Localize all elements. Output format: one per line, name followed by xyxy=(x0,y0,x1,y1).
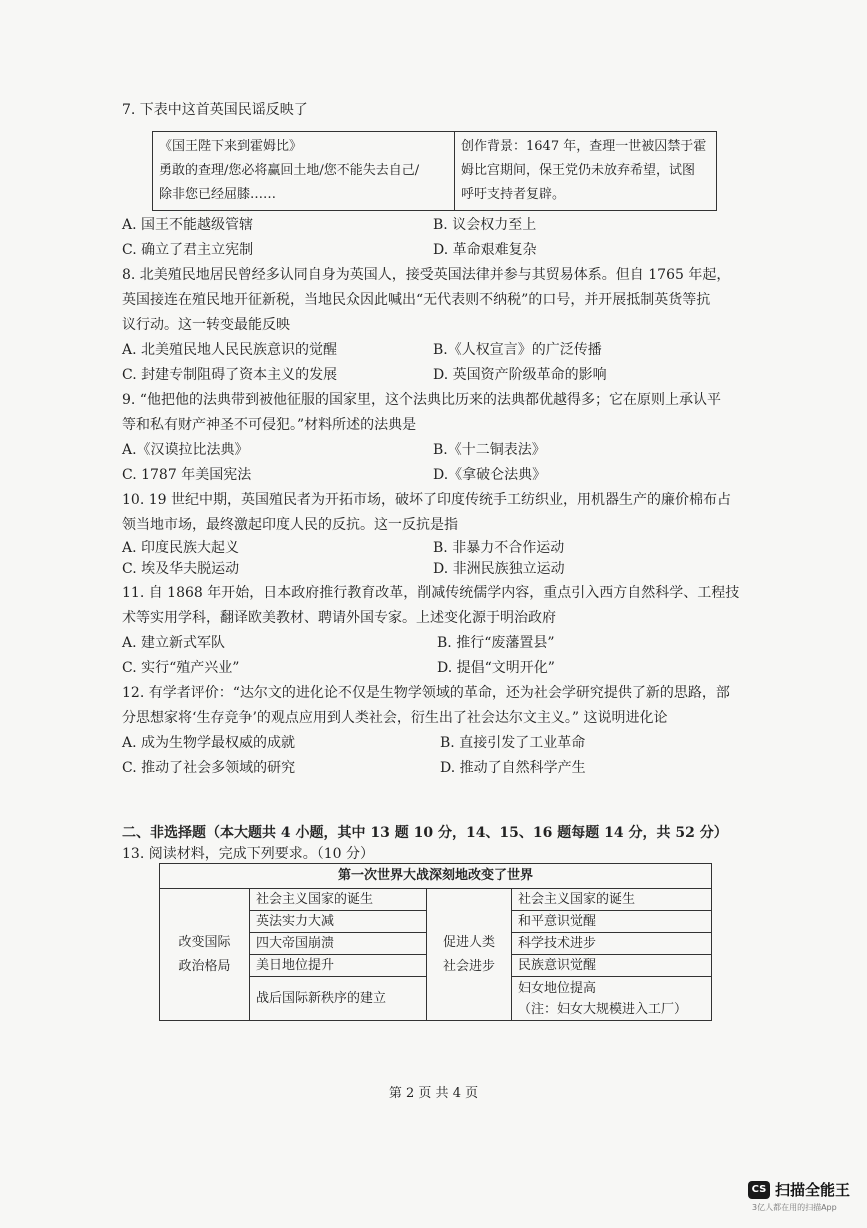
watermark-subtitle: 3亿人都在用的扫描App xyxy=(752,1203,837,1212)
q7-background-line: 姆比宫期间，保王党仍未放弃希望，试图 xyxy=(461,163,696,178)
q11-option-b: B. 推行“废藩置县” xyxy=(437,635,555,651)
wwi-table-title: 第一次世界大战深刻地改变了世界 xyxy=(160,864,711,889)
q9-stem-line: 等和私有财产神圣不可侵犯。”材料所述的法典是 xyxy=(122,417,417,433)
wwi-right-category xyxy=(426,889,512,1021)
q7-source-table xyxy=(152,131,717,211)
wwi-left-item: 战后国际新秩序的建立 xyxy=(256,991,387,1006)
q9-option-c: C. 1787 年美国宪法 xyxy=(122,467,252,483)
wwi-left-items xyxy=(250,889,426,1021)
q11-stem-line: 11. 自 1868 年开始，日本政府推行教育改革，削减传统儒学内容，重点引入西方自然科学、工程技 xyxy=(122,585,740,601)
q8-option-a: A. 北美殖民地人民民族意识的觉醒 xyxy=(122,342,338,358)
q7-option-a: A. 国王不能越级管辖 xyxy=(122,217,254,233)
page-footer: 第 2 页 共 4 页 xyxy=(388,1086,479,1101)
wwi-right-item-note: （注：妇女大规模进入工厂） xyxy=(518,1002,688,1017)
q9-option-b: B.《十二铜表法》 xyxy=(433,442,546,458)
wwi-right-item: 和平意识觉醒 xyxy=(512,911,711,933)
q9-option-a: A.《汉谟拉比法典》 xyxy=(122,442,249,458)
q7-option-c: C. 确立了君主立宪制 xyxy=(122,242,254,258)
q7-option-d: D. 革命艰难复杂 xyxy=(433,242,537,258)
q10-option-c: C. 埃及华夫脱运动 xyxy=(122,561,240,577)
q12-option-c: C. 推动了社会多领域的研究 xyxy=(122,760,296,776)
section2-heading: 二、非选择题（本大题共 4 小题，其中 13 题 10 分，14、15、16 题每题 14 分，共 52 分） xyxy=(122,825,728,841)
q7-song-cell xyxy=(153,132,455,210)
q7-background-line: 呼吁支持者复辟。 xyxy=(461,187,566,202)
watermark-name: 扫描全能王 xyxy=(775,1181,851,1199)
q11-stem-line: 术等实用学科，翻译欧美教材、聘请外国专家。上述变化源于明治政府 xyxy=(122,610,556,626)
q8-stem-line: 议行动。这一转变最能反映 xyxy=(122,317,290,333)
q7-option-b: B. 议会权力至上 xyxy=(433,217,537,233)
scanner-watermark xyxy=(748,1179,850,1200)
q8-option-c: C. 封建专制阻碍了资本主义的发展 xyxy=(122,367,338,383)
wwi-left-item: 四大帝国崩溃 xyxy=(250,933,426,955)
q8-stem-line: 英国接连在殖民地开征新税，当地民众因此喊出“无代表则不纳税”的口号，并开展抵制英货等抗 xyxy=(122,292,711,308)
wwi-left-category-line: 改变国际 xyxy=(178,935,231,950)
q8-stem-line: 8. 北美殖民地居民曾经多认同自身为英国人，接受英国法律并参与其贸易体系。但自 1765 年起， xyxy=(122,267,731,283)
q11-option-a: A. 建立新式军队 xyxy=(122,635,226,651)
wwi-left-item: 美日地位提升 xyxy=(250,955,426,977)
q11-option-d: D. 提倡“文明开化” xyxy=(437,660,555,676)
q12-option-a: A. 成为生物学最权威的成就 xyxy=(122,735,296,751)
q7-stem: 7. 下表中这首英国民谣反映了 xyxy=(122,102,308,118)
q9-stem-line: 9. “他把他的法典带到被他征服的国家里，这个法典比历来的法典都优越得多；它在原则上承认平 xyxy=(122,392,721,408)
q10-option-d: D. 非洲民族独立运动 xyxy=(433,561,565,577)
q7-background-cell xyxy=(455,132,716,210)
q7-song-line: 勇敢的查理/您必将赢回土地/您不能失去自己/ xyxy=(159,163,420,178)
q7-background-line: 创作背景：1647 年，查理一世被囚禁于霍 xyxy=(461,139,707,154)
q12-stem-line: 分思想家将‘生存竞争’的观点应用到人类社会，衍生出了社会达尔文主义。” 这说明进化论 xyxy=(122,710,668,726)
q12-option-d: D. 推动了自然科学产生 xyxy=(440,760,586,776)
q10-stem-line: 10. 19 世纪中期，英国殖民者为开拓市场，破坏了印度传统手工纺织业，用机器生产的廉价棉布占 xyxy=(122,492,731,508)
wwi-right-category-line: 促进人类 xyxy=(442,935,495,950)
wwi-right-item: 社会主义国家的诞生 xyxy=(512,889,711,911)
wwi-right-item: 科学技术进步 xyxy=(512,933,711,955)
wwi-left-item: 社会主义国家的诞生 xyxy=(250,889,426,911)
q12-stem-line: 12. 有学者评价：“达尔文的进化论不仅是生物学领域的革命，还为社会学研究提供了新的思路，部 xyxy=(122,685,730,701)
q10-option-a: A. 印度民族大起义 xyxy=(122,540,240,556)
q11-option-c: C. 实行“殖产兴业” xyxy=(122,660,240,676)
q8-option-d: D. 英国资产阶级革命的影响 xyxy=(433,367,607,383)
wwi-right-item-text: 妇女地位提高 xyxy=(518,981,597,996)
wwi-left-category-line: 政治格局 xyxy=(178,959,231,974)
wwi-right-item: 民族意识觉醒 xyxy=(512,955,711,977)
wwi-right-category-line: 社会进步 xyxy=(442,959,495,974)
q10-option-b: B. 非暴力不合作运动 xyxy=(433,540,565,556)
q7-song-title: 《国王陛下来到霍姆比》 xyxy=(159,139,303,154)
wwi-left-item: 英法实力大减 xyxy=(250,911,426,933)
q13-stem: 13. 阅读材料，完成下列要求。（10 分） xyxy=(122,846,374,862)
q7-song-line: 除非您已经屈膝…… xyxy=(159,187,277,202)
q8-option-b: B.《人权宣言》的广泛传播 xyxy=(433,342,602,358)
q12-option-b: B. 直接引发了工业革命 xyxy=(440,735,586,751)
wwi-right-item-last xyxy=(512,977,711,1021)
wwi-impact-table xyxy=(159,863,712,1021)
wwi-right-items xyxy=(512,889,711,1021)
q9-option-d: D.《拿破仑法典》 xyxy=(433,467,547,483)
q10-stem-line: 领当地市场，最终激起印度人民的反抗。这一反抗是指 xyxy=(122,517,458,533)
camscanner-icon: CS xyxy=(748,1181,770,1199)
wwi-left-category xyxy=(160,889,250,1021)
